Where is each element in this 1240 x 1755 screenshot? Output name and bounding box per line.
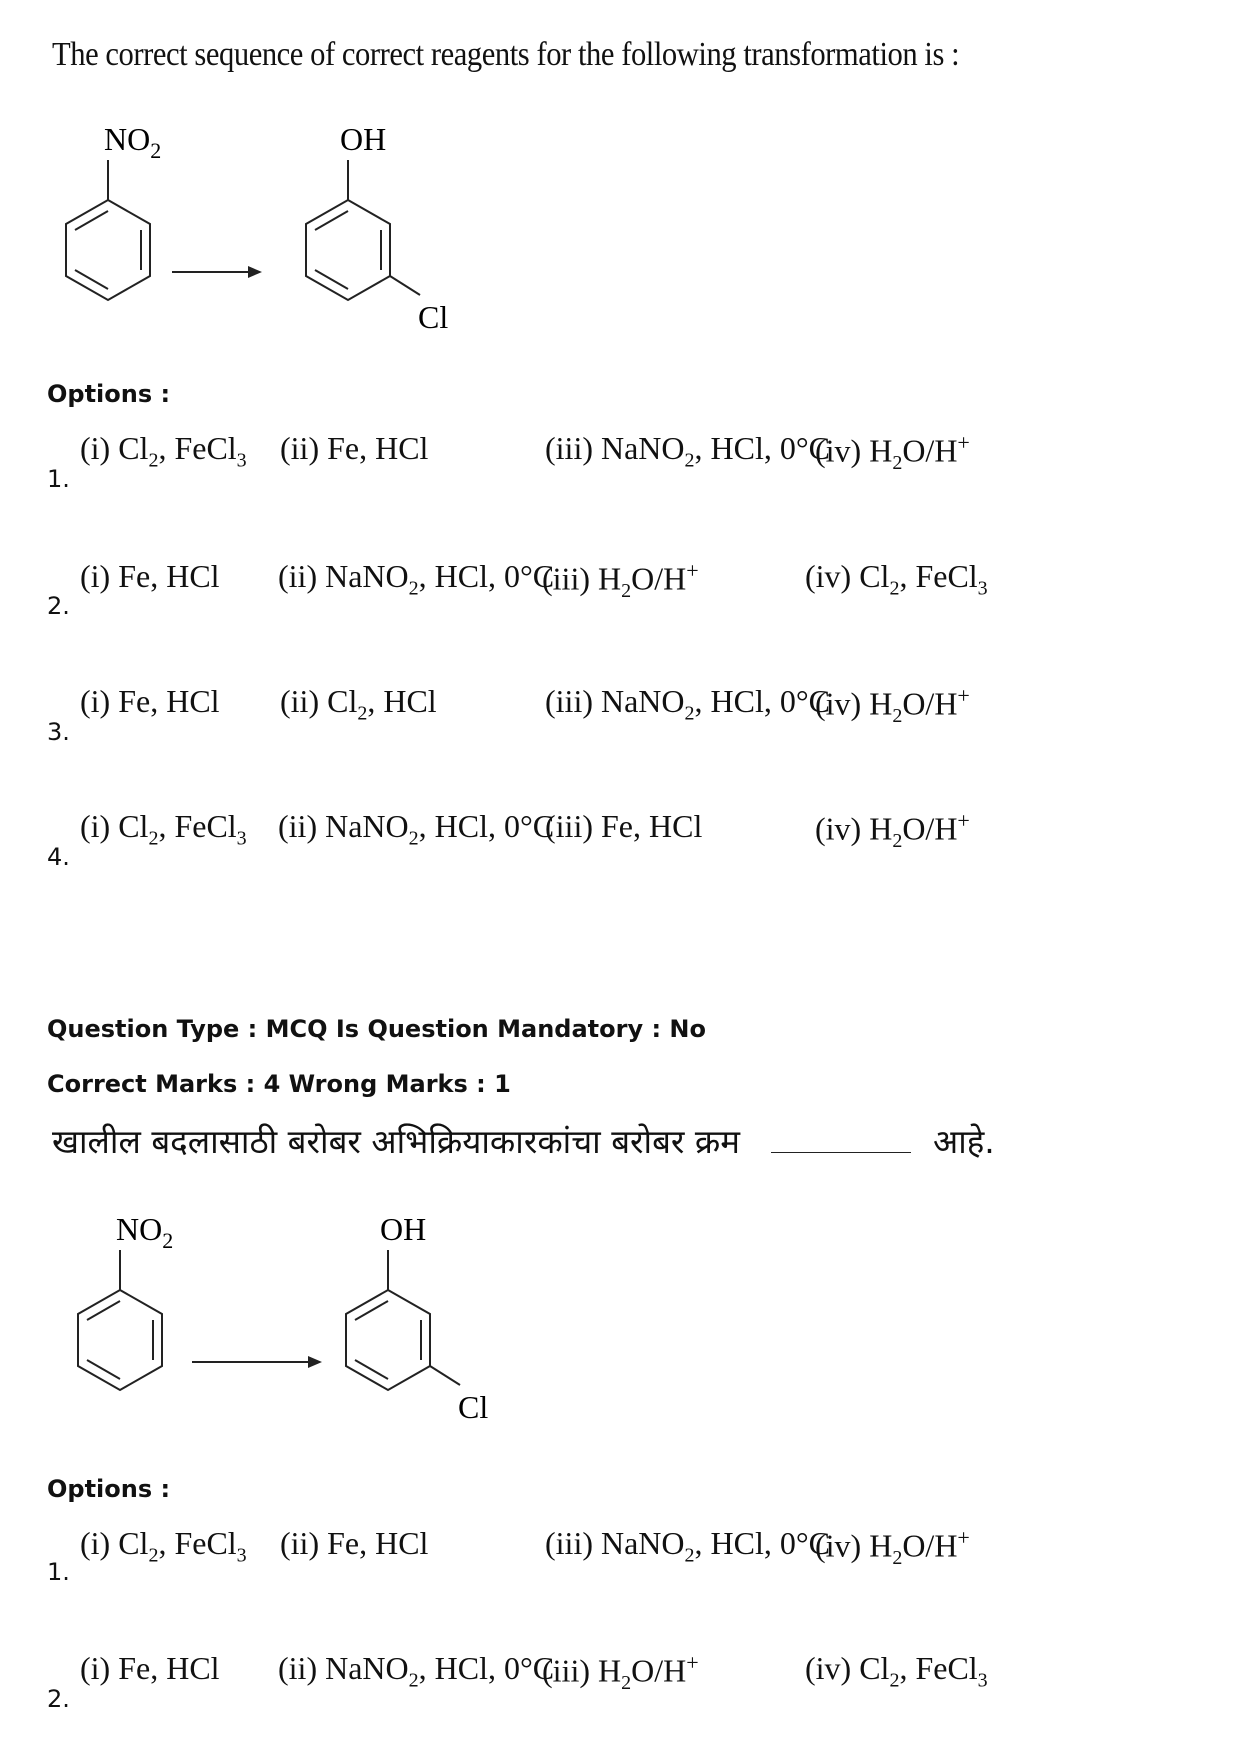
option-part-iv: (iv) $Cl_2$, FeCl$_3$ xyxy=(805,558,988,600)
reaction-arrow xyxy=(172,266,262,278)
option-part-ii: (ii) NaNO$_2$, HCl, 0°C xyxy=(278,1650,555,1692)
options-label-en: Options : xyxy=(47,380,171,408)
option-part-iii: (iii) $H_2O/H^+$ xyxy=(542,1650,699,1695)
nitro-group-label: $NO_2$ xyxy=(104,121,162,163)
option-part-iv: (iv) $H_2O/H^+$ xyxy=(815,1525,970,1570)
option-part-ii: (ii) NaNO$_2$, HCl, 0°C xyxy=(278,808,555,850)
option-part-i: (i) $Cl_2$, FeCl$_3$ xyxy=(80,430,247,472)
question-text-en: The correct sequence of correct reagents for the following transformation is : xyxy=(52,36,960,73)
reaction-diagram-en xyxy=(40,120,500,370)
option-part-iv: (iv) $H_2O/H^+$ xyxy=(815,808,970,853)
reaction-diagram-mr xyxy=(40,1210,560,1460)
hydroxyl-group-label: OH xyxy=(380,1211,427,1247)
option-number: 2. xyxy=(47,1685,70,1713)
option-part-i: (i) Fe, HCl xyxy=(80,558,220,594)
chlorophenol-structure xyxy=(346,1211,488,1425)
option-part-ii: (ii) NaNO$_2$, HCl, 0°C xyxy=(278,558,555,600)
question-text-mr-main: खालील बदलासाठी बरोबर अभिक्रियाकारकांचा बरोबर क्रम xyxy=(52,1122,740,1161)
option-part-i: (i) $Cl_2$, FeCl$_3$ xyxy=(80,808,247,850)
option-part-ii: (ii) $Cl_2$, HCl xyxy=(280,683,437,725)
option-number: 1. xyxy=(47,465,70,493)
option-part-ii: (ii) Fe, HCl xyxy=(280,1525,429,1561)
question-meta-marks: Correct Marks : 4 Wrong Marks : 1 xyxy=(47,1070,511,1098)
option-part-iii: (iii) NaNO$_2$, HCl, 0°C xyxy=(545,430,830,472)
question-text-mr xyxy=(52,1118,995,1163)
nitrobenzene-structure xyxy=(66,121,161,300)
option-number: 3. xyxy=(47,718,70,746)
option-part-iv: (iv) $H_2O/H^+$ xyxy=(815,683,970,728)
option-part-iii: (iii) NaNO$_2$, HCl, 0°C xyxy=(545,683,830,725)
hydroxyl-group-label: OH xyxy=(340,121,387,157)
option-part-iv: (iv) $Cl_2$, FeCl$_3$ xyxy=(805,1650,988,1692)
option-part-iii: (iii) Fe, HCl xyxy=(545,808,703,844)
option-part-i: (i) Fe, HCl xyxy=(80,1650,220,1686)
option-part-iv: (iv) $H_2O/H^+$ xyxy=(815,430,970,475)
nitrobenzene-structure xyxy=(78,1211,173,1390)
chlorophenol-structure xyxy=(306,121,448,335)
option-part-i: (i) Fe, HCl xyxy=(80,683,220,719)
option-part-ii: (ii) Fe, HCl xyxy=(280,430,429,466)
option-part-iii: (iii) NaNO$_2$, HCl, 0°C xyxy=(545,1525,830,1567)
chloro-group-label: Cl xyxy=(418,299,449,335)
option-number: 2. xyxy=(47,592,70,620)
question-text-mr-end: आहे. xyxy=(933,1122,995,1161)
option-number: 1. xyxy=(47,1558,70,1586)
option-part-i: (i) $Cl_2$, FeCl$_3$ xyxy=(80,1525,247,1567)
nitro-group-label: $NO_2$ xyxy=(116,1211,174,1253)
option-number: 4. xyxy=(47,843,70,871)
chloro-group-label: Cl xyxy=(458,1389,489,1425)
answer-blank xyxy=(771,1151,911,1153)
question-meta-type: Question Type : MCQ Is Question Mandatory : No xyxy=(47,1015,706,1043)
option-part-iii: (iii) $H_2O/H^+$ xyxy=(542,558,699,603)
options-label-mr: Options : xyxy=(47,1475,171,1503)
reaction-arrow xyxy=(192,1356,322,1368)
